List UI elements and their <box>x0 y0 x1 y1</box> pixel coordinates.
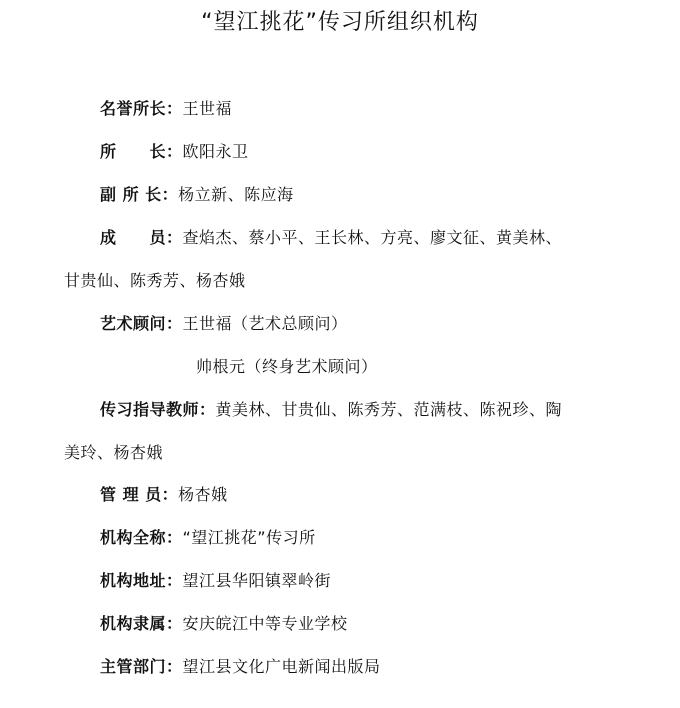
address-value: 望江县华阳镇翠岭街 <box>182 571 332 590</box>
members-value: 查焰杰、蔡小平、王长林、方亮、廖文征、黄美林、 <box>182 228 563 247</box>
administrator-value: 杨杏娥 <box>178 485 228 504</box>
row-teachers <box>100 398 660 422</box>
document-title: “望江挑花”传习所组织机构 <box>201 10 479 35</box>
honorary-director-value: 王世福 <box>182 99 233 118</box>
row-administrator <box>100 483 660 507</box>
art-advisors-label: 艺术顾问： <box>100 314 183 333</box>
honorary-director-label: 名誉所长： <box>100 99 183 118</box>
director-label: 所 长： <box>100 142 183 161</box>
teachers-value: 黄美林、甘贵仙、陈秀芳、范满枝、陈祝珍、陶 <box>215 400 563 419</box>
supervisor-label: 主管部门： <box>100 657 183 676</box>
row-honorary-director <box>100 97 660 121</box>
teachers-label: 传习指导教师： <box>100 400 216 419</box>
deputy-director-label: 副 所 长： <box>100 185 179 204</box>
row-art-advisors <box>100 312 660 336</box>
row-art-advisors-2 <box>196 355 680 379</box>
row-full-name <box>100 526 660 550</box>
affiliation-value: 安庆皖江中等专业学校 <box>182 614 348 633</box>
affiliation-label: 机构隶属： <box>100 614 183 633</box>
administrator-label: 管 理 员： <box>100 485 179 504</box>
teachers-value-cont: 美玲、杨杏娥 <box>64 443 164 462</box>
supervisor-value: 望江县文化广电新闻出版局 <box>182 657 381 676</box>
full-name-label: 机构全称： <box>100 528 183 547</box>
director-value: 欧阳永卫 <box>182 142 249 161</box>
row-supervisor <box>100 655 660 679</box>
full-name-value: “望江挑花”传习所 <box>182 528 316 547</box>
art-advisors-value: 王世福（艺术总顾问） <box>182 314 348 333</box>
row-affiliation <box>100 612 660 636</box>
row-address <box>100 569 660 593</box>
row-director <box>100 140 660 164</box>
members-value-cont: 甘贵仙、陈秀芳、杨杏娥 <box>64 271 246 290</box>
row-members <box>100 226 660 250</box>
row-members-cont <box>64 269 624 293</box>
art-advisors-value-2: 帅根元（终身艺术顾问） <box>196 357 378 376</box>
deputy-director-value: 杨立新、陈应海 <box>178 185 294 204</box>
members-label: 成 员： <box>100 228 183 247</box>
row-deputy-director <box>100 183 660 207</box>
address-label: 机构地址： <box>100 571 183 590</box>
row-teachers-cont <box>64 441 624 465</box>
